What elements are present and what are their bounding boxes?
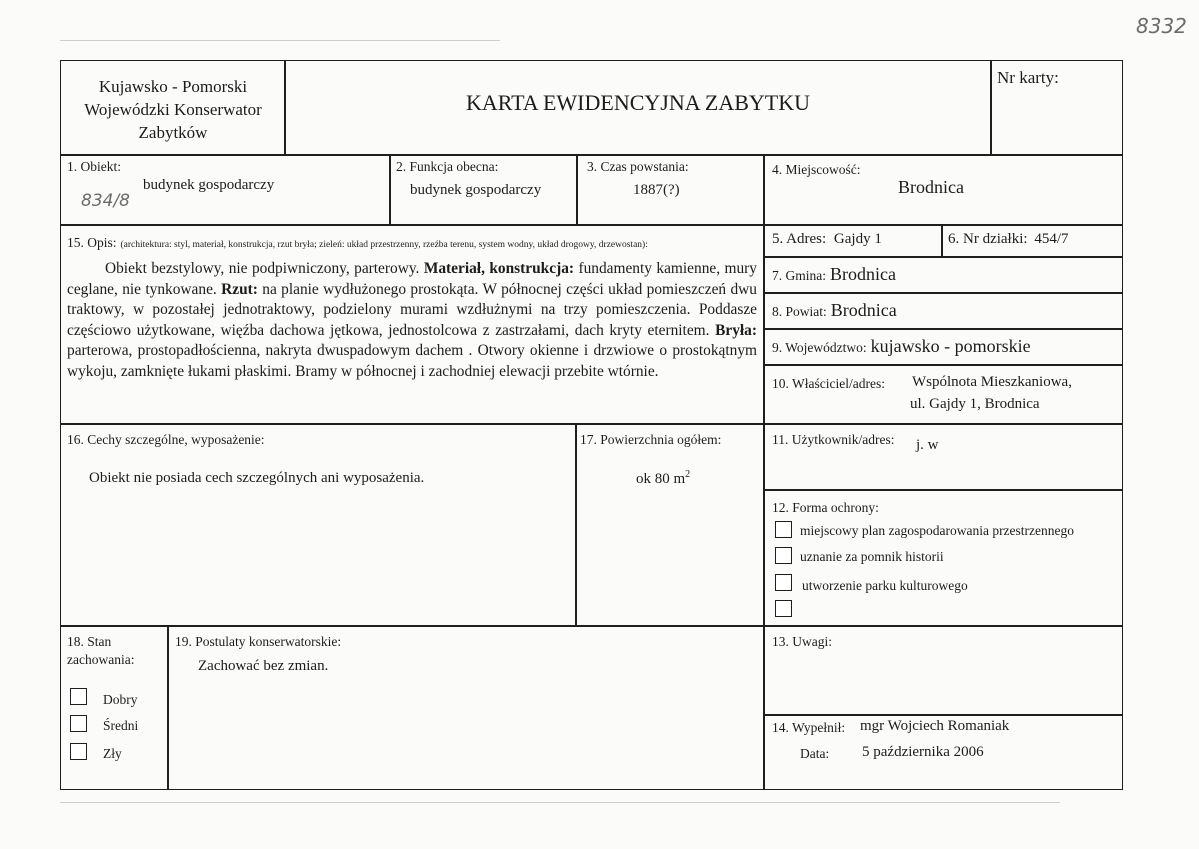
condition-checkbox-poor[interactable]	[70, 743, 87, 760]
protection-option-monument: uznanie za pomnik historii	[800, 549, 944, 564]
field-17-value: ok 80 m	[636, 471, 686, 487]
field-4-locality	[763, 154, 1123, 226]
condition-option-good: Dobry	[103, 692, 138, 707]
field-16-value: Obiekt nie posiada cech szczególnych ani wyposażenia.	[89, 470, 425, 486]
description-part: Obiekt bezstylowy, nie podpiwniczony, parterowy.	[105, 260, 424, 277]
field-3-date	[576, 154, 765, 226]
field-17-area	[575, 423, 765, 627]
field-18-condition	[60, 625, 169, 790]
field-15-sublabel: (architektura: styl, materiał, konstrukcja, rzut bryła; zieleń: układ przestrzenny, rzeźba terenu, system wodny, układ drogowy, drzewostan):	[120, 240, 648, 250]
protection-checkbox-local-plan[interactable]	[775, 521, 792, 538]
issuer-line-1: Kujawsko - Pomorski	[98, 77, 248, 96]
field-6-label: 6. Nr działki:	[948, 231, 1028, 247]
description-part: parterowa, prostopadłościenna, nakryta dwuspadowym dachem . Otwory okienne i drzwiowe o prostokątnym wykoju, zamknięte łukami płaskimi. Bramy w północnej i zachodniej elewacji przebite wtórnie.	[67, 342, 757, 380]
protection-checkbox-park[interactable]	[775, 574, 792, 591]
condition-checkbox-good[interactable]	[70, 688, 87, 705]
protection-option-local-plan: miejscowy plan zagospodarowania przestrzennego	[800, 523, 1075, 538]
field-1-value: budynek gospodarczy	[143, 177, 275, 193]
field-19-value: Zachować bez zmian.	[198, 658, 329, 674]
field-1-object	[60, 154, 391, 226]
field-16-label: 16. Cechy szczególne, wyposażenie:	[67, 432, 265, 447]
field-15-text	[67, 259, 757, 382]
field-10-owner	[763, 364, 1123, 425]
field-19-label: 19. Postulaty konserwatorskie:	[175, 634, 342, 649]
field-7-label: 7. Gmina:	[772, 268, 826, 283]
issuer-line-3: Zabytków	[138, 123, 208, 142]
field-8-label: 8. Powiat:	[772, 304, 827, 319]
field-6-parcel	[941, 224, 1123, 258]
field-8-value: Brodnica	[830, 300, 897, 320]
description-bold: Materiał, konstrukcja:	[423, 260, 575, 277]
field-1-label: 1. Obiekt:	[67, 159, 121, 174]
field-10-label: 10. Właściciel/adres:	[772, 376, 885, 391]
field-2-value: budynek gospodarczy	[410, 182, 542, 198]
field-5-value: Gajdy 1	[833, 231, 882, 247]
description-bold: Bryła:	[715, 321, 757, 339]
card-number-box	[990, 60, 1123, 156]
field-11-label: 11. Użytkownik/adres:	[772, 432, 895, 447]
field-15-label: 15. Opis:	[67, 235, 117, 250]
card-title: KARTA EWIDENCYJNA ZABYTKU	[465, 90, 810, 115]
field-18-label-line-1: 18. Stan	[67, 634, 112, 649]
field-15-description	[60, 224, 765, 425]
scan-noise	[60, 40, 500, 41]
field-17-label: 17. Powierzchnia ogółem:	[580, 432, 722, 447]
field-3-value: 1887(?)	[633, 182, 680, 198]
scan-noise	[60, 802, 1060, 803]
field-11-user	[763, 423, 1123, 491]
title-box	[284, 60, 992, 156]
issuer-line-2: Wojewódzki Konserwator	[84, 100, 262, 119]
field-7-value: Brodnica	[830, 264, 896, 284]
field-10-value-line-2: ul. Gajdy 1, Brodnica	[910, 396, 1040, 412]
field-9-voivodeship	[763, 328, 1123, 366]
card-number-label: Nr karty:	[997, 68, 1059, 87]
description-part: fundamenty kamienne, mury ceglane, nie tynkowane.	[67, 260, 758, 298]
field-9-value: kujawsko - pomorskie	[870, 336, 1031, 356]
field-9-label: 9. Województwo:	[772, 340, 867, 355]
field-19-postulates	[167, 625, 765, 790]
field-12-protection	[763, 489, 1123, 627]
field-11-value: j. w	[916, 437, 939, 453]
field-16-features	[60, 423, 577, 627]
field-14-filled-by	[763, 714, 1123, 790]
field-5-address	[763, 224, 943, 258]
field-17-unit-sup: 2	[685, 469, 691, 480]
field-5-label: 5. Adres:	[772, 231, 827, 247]
field-14-date-value: 5 października 2006	[862, 744, 984, 760]
condition-option-poor: Zły	[103, 746, 122, 761]
description-part: na planie wydłużonego prostokąta. W północnej części układ pomieszczeń dwu traktowy, w pozostałej jednotraktowy, podzielony murami wzdłużnymi na trzy pomieszczenia. Poddasze częściowo użytkowane, więźba dachowa jętkowa, jednostolcowa z zastrzałami, dach kryty eternitem.	[67, 280, 757, 339]
field-7-commune	[763, 256, 1123, 294]
field-2-function	[389, 154, 578, 226]
field-14-date-label: Data:	[800, 746, 830, 761]
field-13-notes	[763, 625, 1123, 716]
protection-checkbox-other[interactable]	[775, 600, 792, 617]
field-6-value: 454/7	[1034, 231, 1069, 247]
field-8-county	[763, 292, 1123, 330]
protection-option-park: utworzenie parku kulturowego	[802, 578, 968, 593]
field-13-label: 13. Uwagi:	[772, 634, 832, 649]
condition-option-medium: Średni	[103, 718, 139, 733]
field-18-label-line-2: zachowania:	[67, 652, 135, 667]
issuer-box	[60, 60, 286, 156]
protection-checkbox-monument[interactable]	[775, 547, 792, 564]
corner-number: 8332	[1136, 14, 1187, 38]
field-3-label: 3. Czas powstania:	[587, 159, 689, 174]
field-2-label: 2. Funkcja obecna:	[396, 159, 499, 174]
field-4-label: 4. Miejscowość:	[772, 162, 861, 177]
field-1-handwritten: 834/8	[81, 191, 130, 211]
field-10-value-line-1: Wspólnota Mieszkaniowa,	[912, 374, 1072, 390]
field-14-label: 14. Wypełnił:	[772, 720, 846, 735]
field-4-value: Brodnica	[898, 177, 964, 197]
field-12-label: 12. Forma ochrony:	[772, 500, 879, 515]
condition-checkbox-medium[interactable]	[70, 715, 87, 732]
field-14-value: mgr Wojciech Romaniak	[860, 718, 1010, 734]
description-bold: Rzut:	[221, 280, 258, 298]
